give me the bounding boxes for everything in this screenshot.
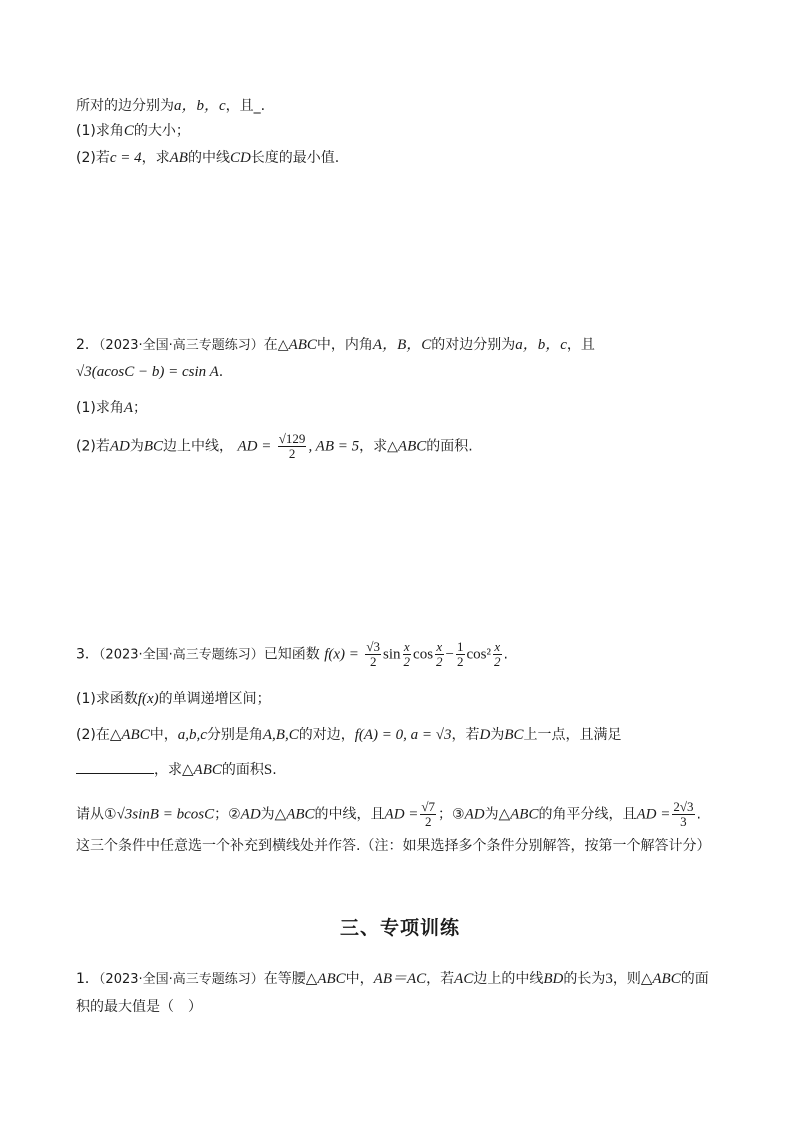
fraction bbox=[435, 640, 444, 669]
question2-equation bbox=[76, 362, 223, 382]
text: . bbox=[218, 364, 224, 380]
text: ，求 bbox=[141, 150, 170, 166]
text: 的对边分别为 bbox=[431, 337, 516, 353]
text: 在等腰 bbox=[263, 971, 306, 987]
text: (2)在 bbox=[76, 727, 110, 743]
text: ，且 bbox=[225, 98, 254, 114]
text: (1)求角 bbox=[76, 400, 124, 416]
question2-part2 bbox=[76, 432, 473, 461]
math: △ABC bbox=[305, 971, 346, 987]
text: 的大小； bbox=[133, 123, 190, 139]
text: 中，内角 bbox=[316, 337, 373, 353]
question2-stem bbox=[76, 335, 595, 356]
math: f(x) bbox=[137, 691, 159, 707]
fraction-numerator: 2√3 bbox=[673, 799, 694, 814]
text: . bbox=[696, 806, 701, 823]
fraction bbox=[672, 800, 694, 829]
math: CD bbox=[229, 150, 251, 166]
math-equation: √3(acosC − b) = csin A bbox=[76, 364, 219, 380]
math: ABC bbox=[397, 438, 427, 455]
text: ，求 bbox=[154, 762, 182, 778]
question-source: （2023·全国·高三专题练习） bbox=[98, 647, 264, 663]
math: ABC bbox=[288, 337, 317, 353]
math: A,B,C bbox=[262, 727, 299, 743]
text: 在△ bbox=[263, 337, 289, 353]
fraction bbox=[365, 640, 381, 669]
text: 中， bbox=[149, 727, 178, 743]
question-number: 1． bbox=[76, 971, 99, 987]
fraction-numerator: √7 bbox=[421, 799, 436, 814]
problem1-part2 bbox=[76, 148, 339, 168]
math: f(A) = 0, a = √3 bbox=[354, 727, 452, 743]
math: △ABC bbox=[182, 762, 222, 778]
fraction-numerator: √3 bbox=[366, 639, 381, 654]
text: 的长为 bbox=[563, 971, 606, 987]
fraction-denominator: 2 bbox=[424, 814, 432, 829]
text: (2)若 bbox=[76, 438, 110, 455]
text: ，若 bbox=[426, 971, 455, 987]
text: 为 bbox=[129, 438, 144, 455]
fraction-denominator: 2 bbox=[369, 654, 377, 669]
text: (1)求角 bbox=[76, 123, 124, 139]
text: 的中线 bbox=[187, 150, 230, 166]
math: S bbox=[263, 762, 273, 778]
text: ，求△ bbox=[359, 438, 398, 455]
text: 长度的最小值. bbox=[250, 150, 340, 166]
problem1-part1 bbox=[76, 121, 190, 141]
math: AD = bbox=[237, 438, 272, 455]
text: ，则 bbox=[612, 971, 641, 987]
text: 的对边， bbox=[298, 727, 355, 743]
fraction bbox=[420, 800, 436, 829]
math: AB＝AC bbox=[373, 971, 427, 987]
section-question1-cont bbox=[76, 997, 202, 1017]
text: 中， bbox=[345, 971, 374, 987]
text: 已知函数 bbox=[263, 646, 320, 663]
fraction-numerator: x bbox=[494, 639, 501, 654]
math: √3sinB = bcosC bbox=[116, 806, 215, 823]
math: 3 bbox=[605, 971, 613, 987]
math: BD bbox=[543, 971, 564, 987]
text: 这三个条件中任意选一个补充到横线处并作答.（注：如果选择多个条件分别解答，按第一个解答计分） bbox=[76, 838, 711, 854]
math: a，b，c bbox=[174, 98, 226, 114]
math: △ABC bbox=[109, 727, 150, 743]
text: . bbox=[503, 646, 508, 663]
question3-part2 bbox=[76, 725, 622, 745]
text: 积的最大值是（ ） bbox=[76, 999, 202, 1015]
text: ；② bbox=[214, 806, 241, 823]
math: D bbox=[479, 727, 491, 743]
fraction bbox=[493, 640, 502, 669]
text: 分别是角 bbox=[206, 727, 263, 743]
math: a，b，c bbox=[515, 337, 567, 353]
math: , AB = 5 bbox=[308, 438, 360, 455]
math: BC bbox=[143, 438, 164, 455]
question-source: （2023·全国·高三专题练习） bbox=[98, 972, 264, 987]
math: sin bbox=[383, 646, 401, 663]
math: AD bbox=[240, 806, 261, 823]
text: 的中线，且 bbox=[314, 806, 385, 823]
text: (2)若 bbox=[76, 150, 110, 166]
text: 的面积 bbox=[221, 762, 264, 778]
fraction-numerator: x bbox=[436, 639, 443, 654]
section-question1-stem bbox=[76, 969, 709, 990]
question3-part2-cont bbox=[76, 759, 277, 780]
text: 上一点，且满足 bbox=[523, 727, 622, 743]
fraction bbox=[403, 640, 412, 669]
text: 请从① bbox=[76, 806, 117, 823]
math: AD bbox=[464, 806, 485, 823]
fraction-numerator: x bbox=[403, 639, 410, 654]
fraction-denominator: 2 bbox=[403, 654, 411, 669]
problem1-condition-line bbox=[76, 96, 265, 116]
fraction-numerator: 1 bbox=[457, 639, 464, 654]
fraction-denominator: 3 bbox=[680, 814, 687, 829]
math: △ABC bbox=[498, 806, 539, 823]
section-title: 三、专项训练 bbox=[339, 917, 460, 939]
fraction-denominator: 2 bbox=[288, 446, 296, 461]
math: AD bbox=[109, 438, 130, 455]
math: A bbox=[123, 400, 134, 416]
text: 边上的中线 bbox=[473, 971, 544, 987]
text: ； bbox=[133, 400, 148, 416]
text: 的面 bbox=[680, 971, 709, 987]
fraction bbox=[456, 640, 465, 669]
math: AD = bbox=[636, 806, 671, 823]
text: 为 bbox=[490, 727, 505, 743]
blank-marker: _. bbox=[253, 98, 266, 114]
question2-part1 bbox=[76, 398, 147, 418]
text: (1)求函数 bbox=[76, 691, 138, 707]
text: 为 bbox=[484, 806, 499, 823]
question3-conditions bbox=[76, 800, 701, 829]
text: ；③ bbox=[438, 806, 465, 823]
text: 的角平分线，且 bbox=[538, 806, 637, 823]
math: △ABC bbox=[274, 806, 315, 823]
question3-part1 bbox=[76, 689, 271, 709]
text: . bbox=[272, 762, 277, 778]
text: 为 bbox=[260, 806, 275, 823]
fraction-denominator: 2 bbox=[436, 654, 443, 669]
fraction-denominator: 2 bbox=[494, 654, 501, 669]
math: − bbox=[445, 646, 454, 663]
question3-stem bbox=[76, 640, 508, 669]
math: a,b,c bbox=[177, 727, 207, 743]
question-number: 2． bbox=[76, 337, 99, 353]
math: AD = bbox=[384, 806, 419, 823]
math: A，B，C bbox=[372, 337, 432, 353]
text: 的面积. bbox=[426, 438, 473, 455]
question3-note bbox=[76, 836, 710, 856]
math: AC bbox=[454, 971, 474, 987]
text: 所对的边分别为 bbox=[76, 98, 174, 114]
fraction bbox=[278, 432, 307, 461]
math: cos² bbox=[466, 646, 491, 663]
answer-blank bbox=[76, 759, 154, 774]
fraction-denominator: 2 bbox=[457, 654, 464, 669]
fraction-numerator: √129 bbox=[278, 431, 306, 446]
text: 边上中线， bbox=[163, 438, 234, 455]
text: ，且 bbox=[566, 337, 595, 353]
math: BC bbox=[504, 727, 524, 743]
text: 的单调递增区间； bbox=[158, 691, 271, 707]
math: cos bbox=[413, 646, 434, 663]
math: △ABC bbox=[640, 971, 681, 987]
math: C bbox=[123, 123, 134, 139]
question-source: （2023·全国·高三专题练习） bbox=[98, 338, 264, 353]
question-number: 3． bbox=[76, 646, 99, 663]
text: ，若 bbox=[451, 727, 480, 743]
math: f(x) = bbox=[324, 646, 359, 663]
math: c = 4 bbox=[109, 150, 142, 166]
math: AB bbox=[169, 150, 188, 166]
